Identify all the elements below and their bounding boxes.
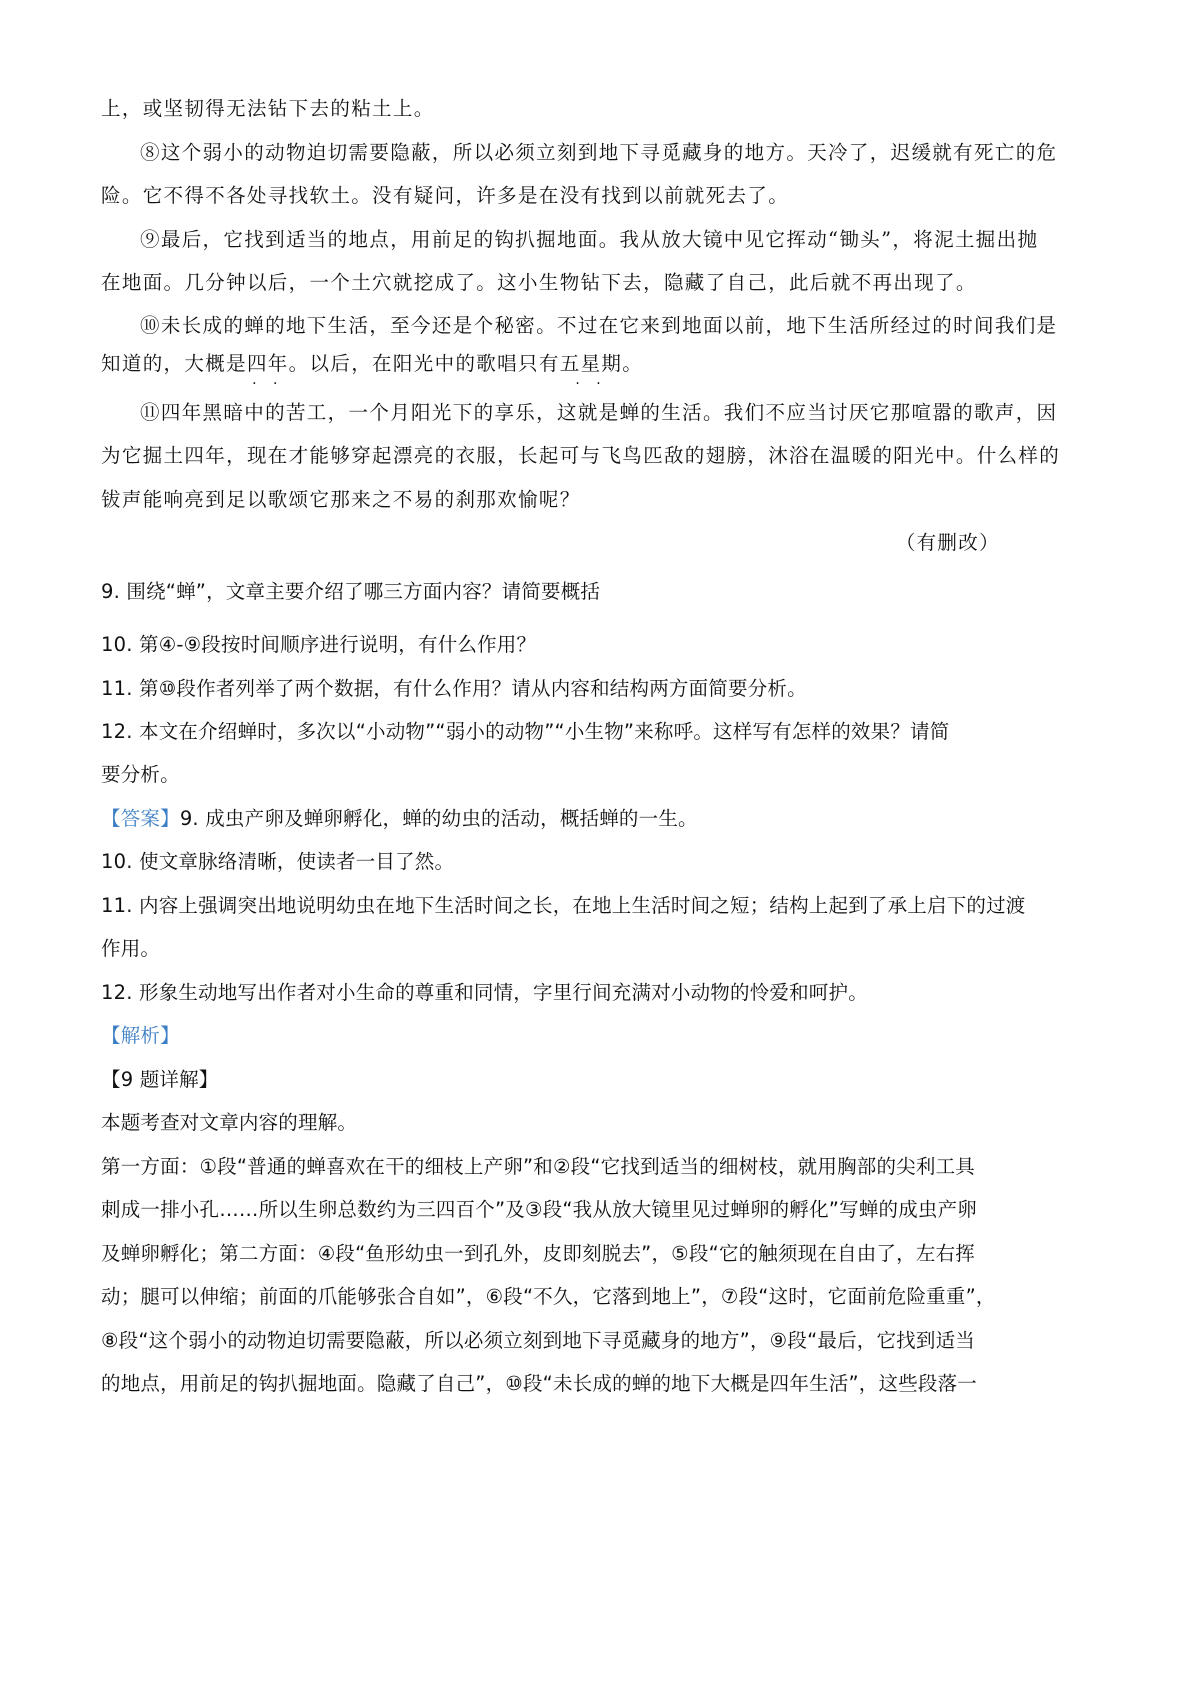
emphasis-five-weeks: 五星期 · · — [560, 351, 623, 377]
analysis-line1: 第一方面：①段“普通的蝉喜欢在干的细枝上产卵”和②段“它找到适当的细树枝，就用胸部的尖利工具 — [101, 1155, 975, 1178]
answer-11-line2: 作用。 — [101, 937, 161, 960]
analysis-intro: 本题考查对文章内容的理解。 — [101, 1111, 358, 1134]
analysis-line2: 刺成一排小孔……所以生卵总数约为三四百个”及③段“我从放大镜里见过蝉卵的孵化”写蝉的成虫产卵 — [101, 1198, 977, 1221]
question-11: 11. 第⑩段作者列举了两个数据，有什么作用？请从内容和结构两方面简要分析。 — [101, 677, 807, 700]
passage-p8-line2: 险。它不得不各处寻找软土。没有疑问，许多是在没有找到以前就死去了。 — [101, 184, 790, 207]
passage-p10-text-c: 。 — [622, 352, 644, 375]
question-9: 9. 围绕“蝉”，文章主要介绍了哪三方面内容？请简要概括 — [101, 580, 601, 603]
answer-10: 10. 使文章脉络清晰，使读者一目了然。 — [101, 850, 455, 873]
passage-p9-line1: ⑨最后，它找到适当的地点，用前足的钩扒掘地面。我从放大镜中见它挥动“锄头”，将泥土掘出抛 — [140, 228, 1039, 251]
analysis-line5: ⑧段“这个弱小的动物迫切需要隐蔽，所以必须立刻到地下寻觅藏身的地方”，⑨段“最后，它找到适当 — [101, 1329, 975, 1352]
passage-p11-line2: 为它掘土四年，现在才能够穿起漂亮的衣服，长起可与飞鸟匹敌的翅膀，沐浴在温暖的阳光中。什么样的 — [101, 444, 1061, 467]
answer-label: 【答案】 — [101, 807, 180, 830]
q9-detail-header: 【9 题详解】 — [101, 1068, 219, 1091]
answer-9-line — [101, 806, 698, 832]
passage-p10-line1: ⑩未长成的蝉的地下生活，至今还是个秘密。不过在它来到地面以前，地下生活所经过的时间我们是 — [140, 314, 1058, 337]
analysis-line3: 及蝉卵孵化；第二方面：④段“鱼形幼虫一到孔外，皮即刻脱去”，⑤段“它的触须现在自由了，左右挥 — [101, 1242, 975, 1265]
passage-p11-line1: ⑪四年黑暗中的苦工，一个月阳光下的享乐，这就是蝉的生活。我们不应当讨厌它那喧嚣的歌声，因 — [140, 401, 1058, 424]
passage-p8-line1: ⑧这个弱小的动物迫切需要隐蔽，所以必须立刻到地下寻觅藏身的地方。天冷了，迟缓就有死亡的危 — [140, 141, 1058, 164]
passage-p11-line3: 钹声能响亮到足以歌颂它那来之不易的刹那欢愉呢？ — [101, 488, 581, 511]
question-10: 10. 第④-⑨段按时间顺序进行说明，有什么作用？ — [101, 633, 537, 656]
analysis-line4: 动；腿可以伸缩；前面的爪能够张合自如”，⑥段“不久，它落到地上”，⑦段“这时，它面前危险重重”， — [101, 1285, 996, 1308]
passage-p10-text-a: 知道的，大概是 — [101, 352, 247, 375]
question-12-line2: 要分析。 — [101, 763, 180, 786]
passage-p10-line2 — [101, 351, 643, 377]
answer-9: 9. 成虫产卵及蝉卵孵化，蝉的幼虫的活动，概括蝉的一生。 — [179, 807, 698, 830]
passage-p7-tail: 上，或坚韧得无法钻下去的粘土上。 — [101, 97, 435, 120]
question-12-line1: 12. 本文在介绍蝉时，多次以“小动物”“弱小的动物”“小生物”来称呼。这样写有怎样的效果？请简 — [101, 720, 950, 743]
passage-p9-line2: 在地面。几分钟以后，一个土穴就挖成了。这小生物钻下去，隐藏了自己，此后就不再出现了。 — [101, 271, 977, 294]
emphasis-four-years: 四年 · · — [247, 351, 289, 377]
analysis-label: 【解析】 — [101, 1024, 180, 1047]
passage-p10-text-b: 。以后，在阳光中的歌唱只有 — [288, 352, 560, 375]
analysis-line6: 的地点，用前足的钩扒掘地面。隐藏了自己”，⑩段“未长成的蝉的地下大概是四年生活”，这些段落一 — [101, 1372, 977, 1395]
answer-11-line1: 11. 内容上强调突出地说明幼虫在地下生活时间之长，在地上生活时间之短；结构上起到了承上启下的过渡 — [101, 894, 1026, 917]
revision-note: （有删改） — [895, 531, 1000, 554]
answer-12: 12. 形象生动地写出作者对小生命的尊重和同情，字里行间充满对小动物的怜爱和呵护。 — [101, 981, 868, 1004]
